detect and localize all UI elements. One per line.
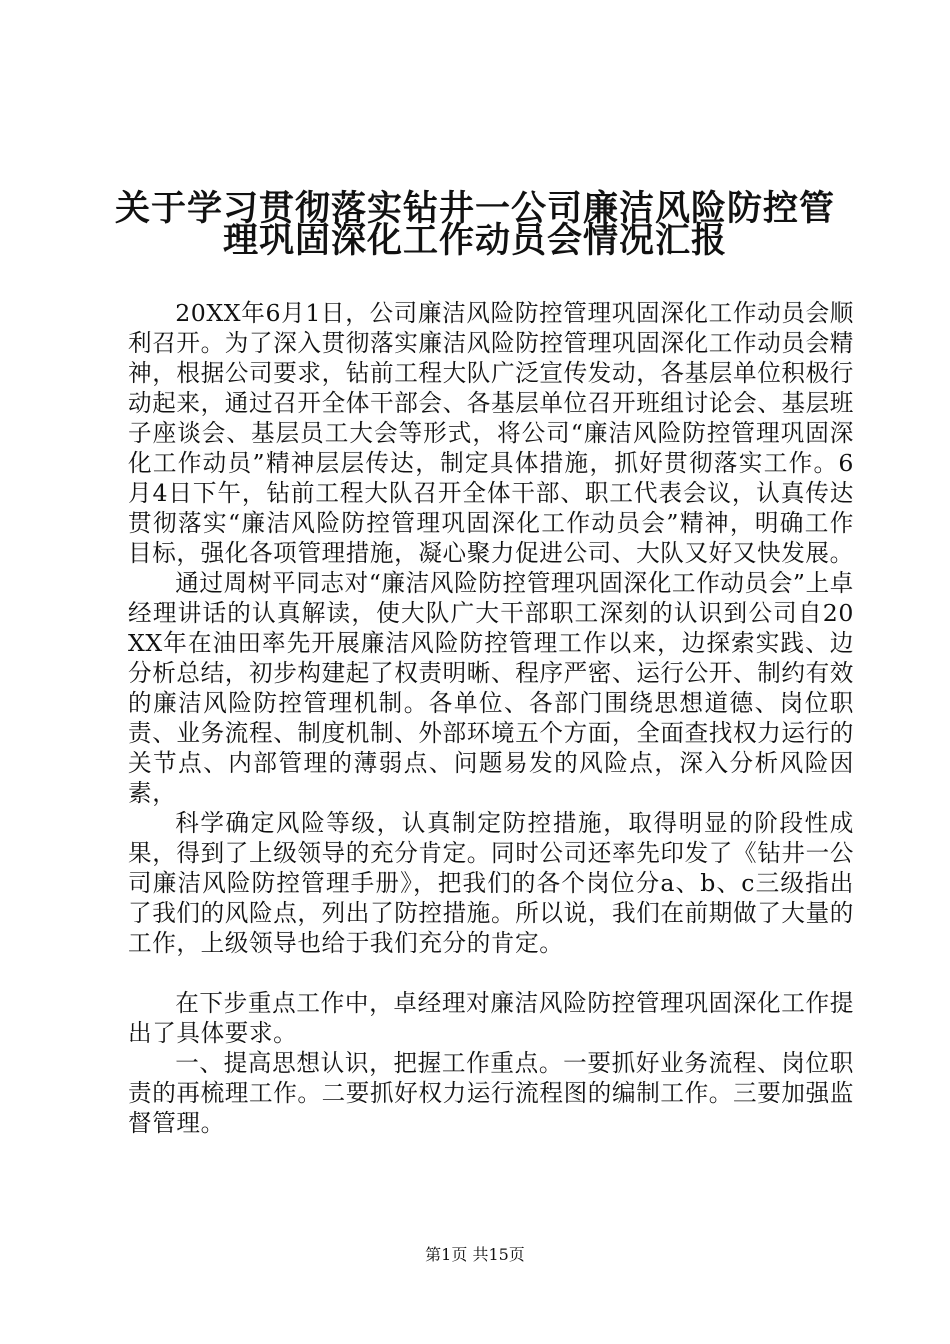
document-title-line-1: 关于学习贯彻落实钻井一公司廉洁风险防控管	[114, 188, 835, 229]
document-body	[128, 298, 854, 1138]
paragraph-5: 一、提高思想认识，把握工作重点。一要抓好业务流程、岗位职责的再梳理工作。二要抓好权力运行流程图的编制工作。三要加强监督管理。	[128, 1049, 854, 1137]
document-title-line-2: 理巩固深化工作动员会情况汇报	[222, 220, 727, 261]
page-number-footer: 第1页 共15页	[425, 1245, 525, 1264]
paragraph-2: 通过周树平同志对“廉洁风险防控管理巩固深化工作动员会”上卓经理讲话的认真解读，使大队广大干部职工深刻的认识到公司自20XX年在油田率先开展廉洁风险防控管理工作以来，边探索实践、边分析总结，初步构建起了权责明晰、程序严密、运行公开、制约有效的廉洁风险防控管理机制。各单位、各部门围绕思想道德、岗位职责、业务流程、制度机制、外部环境五个方面，全面查找权力运行的关节点、内部管理的薄弱点、问题易发的风险点，深入分析风险因素，	[128, 569, 854, 807]
paragraph-4: 在下步重点工作中，卓经理对廉洁风险防控管理巩固深化工作提出了具体要求。	[128, 989, 854, 1047]
paragraph-1: 20XX年6月1日，公司廉洁风险防控管理巩固深化工作动员会顺利召开。为了深入贯彻落实廉洁风险防控管理巩固深化工作动员会精神，根据公司要求，钻前工程大队广泛宣传发动，各基层单位积极行动起来，通过召开全体干部会、各基层单位召开班组讨论会、基层班子座谈会、基层员工大会等形式，将公司“廉洁风险防控管理巩固深化工作动员”精神层层传达，制定具体措施，抓好贯彻落实工作。6月4日下午，钻前工程大队召开全体干部、职工代表会议，认真传达贯彻落实“廉洁风险防控管理巩固深化工作动员会”精神，明确工作目标，强化各项管理措施，凝心聚力促进公司、大队又好又快发展。	[128, 299, 854, 567]
paragraph-3: 科学确定风险等级，认真制定防控措施，取得明显的阶段性成果，得到了上级领导的充分肯定。同时公司还率先印发了《钻井一公司廉洁风险防控管理手册》，把我们的各个岗位分a、b、c三级指出了我们的风险点，列出了防控措施。所以说，我们在前期做了大量的工作，上级领导也给于我们充分的肯定。	[128, 809, 854, 957]
